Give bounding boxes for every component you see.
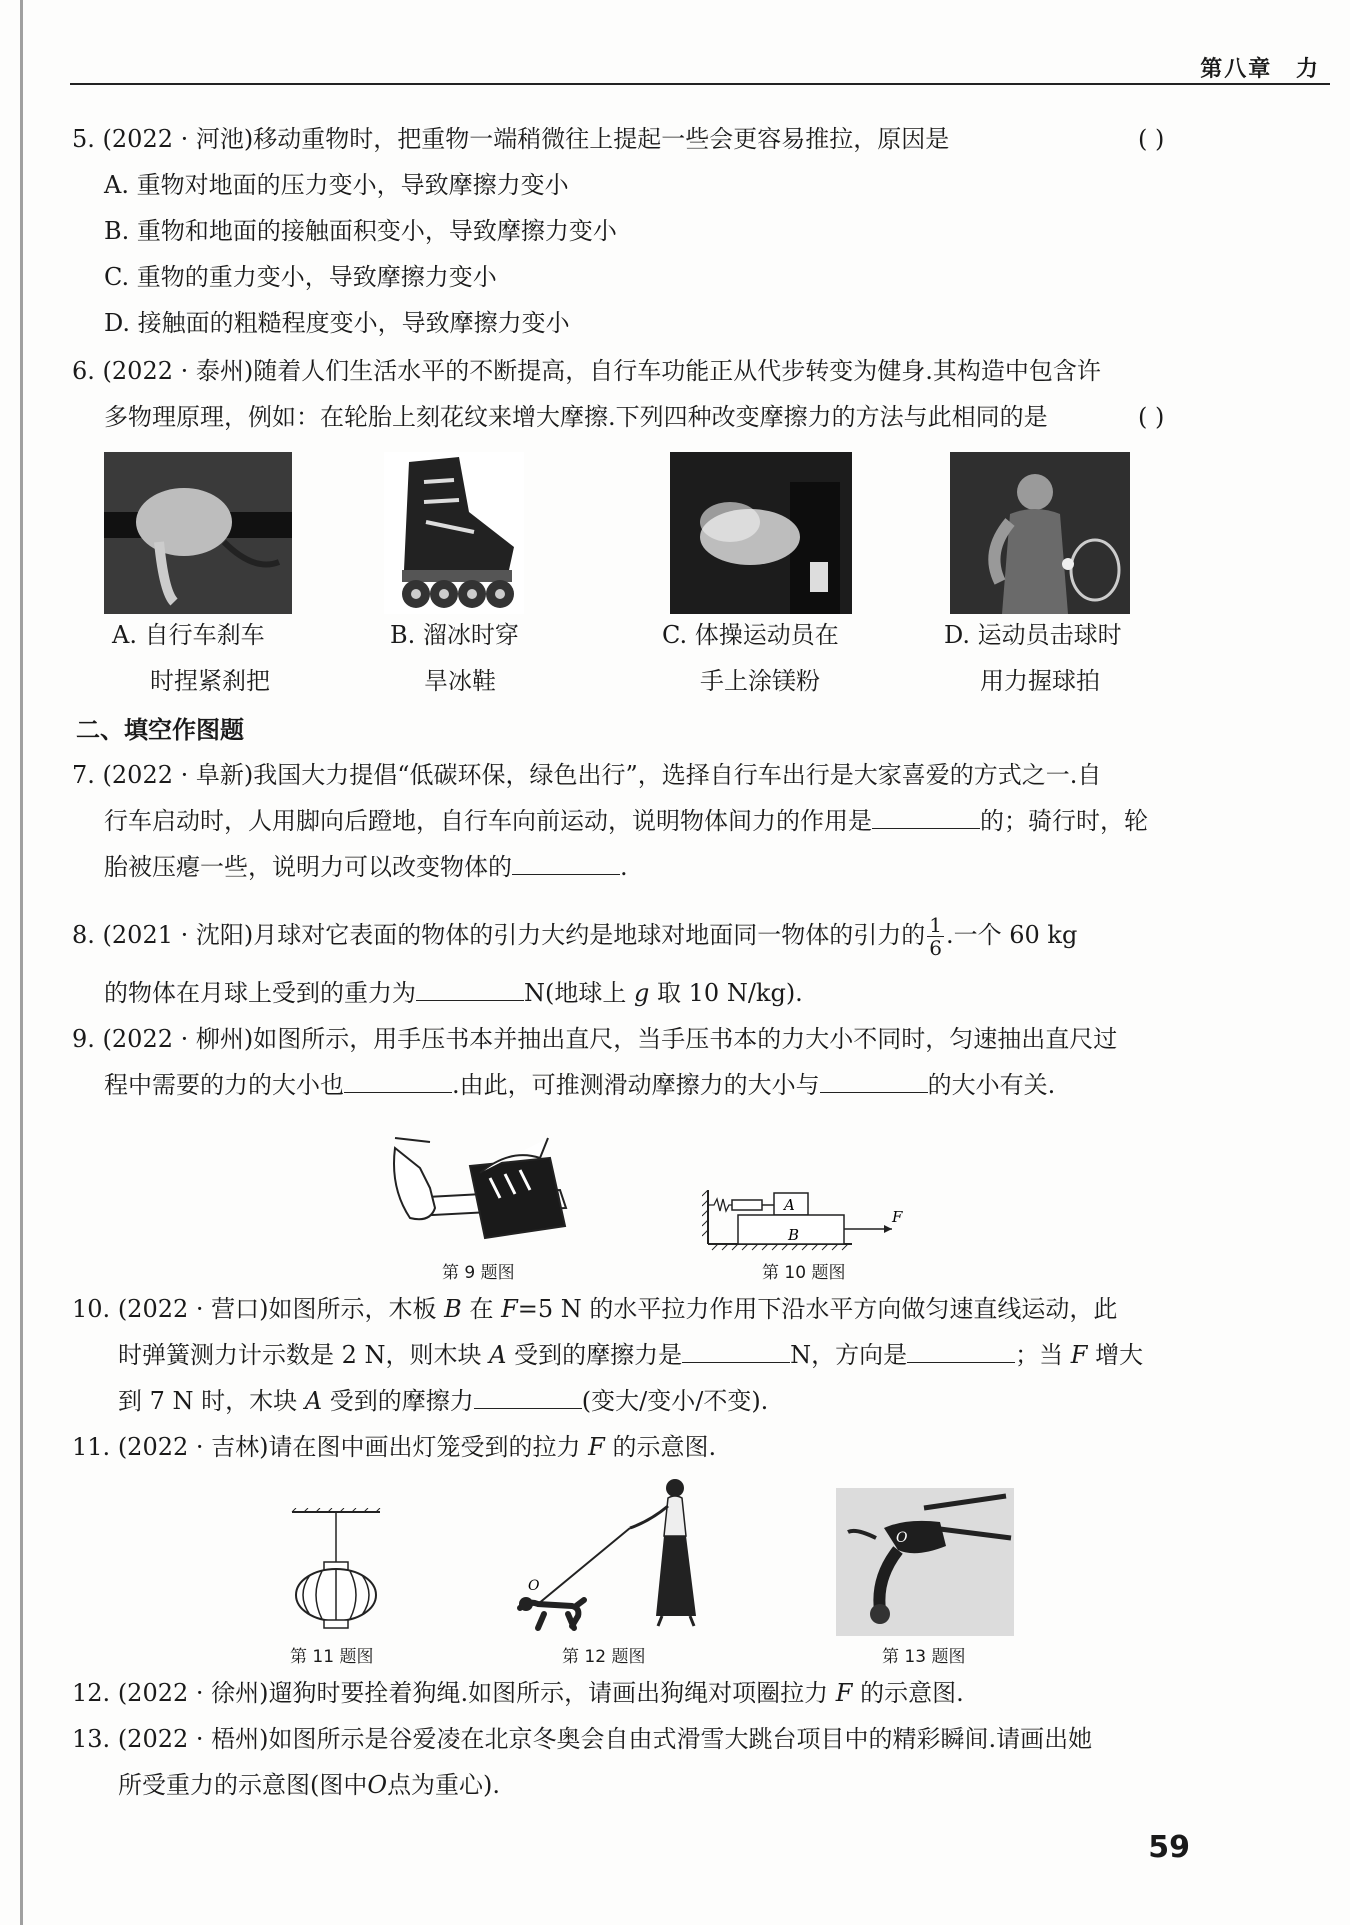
variable-a-2: A — [304, 1387, 323, 1415]
question-13-line-1 — [72, 1716, 1092, 1762]
figure-11-caption: 第 11 题图 — [290, 1647, 374, 1667]
choice-a-label-2: 时捏紧刹把 — [150, 667, 270, 695]
question-12-number: 12. — [72, 1679, 111, 1707]
variable-a: A — [489, 1341, 507, 1369]
question-7-source: (2022 · 阜新) — [102, 761, 254, 789]
question-10-line-3 — [118, 1378, 768, 1424]
question-8-text-2a: 的物体在月球上受到的重力为 — [104, 979, 416, 1007]
force-f-label: F — [892, 1208, 903, 1226]
answer-blank-10a[interactable] — [682, 1336, 790, 1363]
question-8-text-2c: 取 10 N/kg). — [657, 979, 803, 1007]
figure-12-caption: 第 12 题图 — [562, 1647, 646, 1667]
question-9-text-1: 如图所示，用手压书本并抽出直尺，当手压书本的力大小不同时，匀速抽出直尺过 — [253, 1025, 1118, 1053]
answer-blank-8[interactable] — [416, 974, 524, 1001]
dog-walking-figure — [510, 1476, 710, 1636]
question-5-number: 5. — [72, 125, 95, 153]
question-13-line-2 — [118, 1762, 500, 1808]
question-7-line-1 — [72, 752, 1101, 798]
variable-f-4: F — [835, 1679, 853, 1707]
figure-13-caption: 第 13 题图 — [882, 1647, 966, 1667]
answer-blank-7b[interactable] — [512, 848, 620, 875]
question-10-source: (2022 · 营口) — [117, 1295, 269, 1323]
question-5-stem — [72, 116, 949, 162]
question-5-source: (2022 · 河池) — [102, 125, 254, 153]
question-12-text-1a: 遛狗时要拴着狗绳.如图所示，请画出狗绳对项圈拉力 — [268, 1679, 829, 1707]
variable-f: F — [501, 1295, 518, 1323]
question-9-line-1 — [72, 1016, 1117, 1062]
question-10-text-2e: 增大 — [1095, 1341, 1144, 1369]
choice-b-label-2: 旱冰鞋 — [424, 667, 496, 695]
choice-d-label-1: D. 运动员击球时 — [944, 621, 1122, 649]
choice-a-label-1: A. 自行车刹车 — [112, 621, 265, 649]
question-10-text-1c: =5 N 的水平拉力作用下沿水平方向做匀速直线运动，此 — [517, 1295, 1118, 1323]
page-number: 59 — [1148, 1830, 1190, 1865]
fraction-denominator: 6 — [929, 936, 942, 960]
question-6-text-1: 随着人们生活水平的不断提高，自行车功能正从代步转变为健身.其构造中包含许 — [253, 357, 1101, 385]
question-10-text-1a: 如图所示，木板 — [268, 1295, 437, 1323]
question-9-line-2 — [104, 1062, 1055, 1108]
figure-10-caption: 第 10 题图 — [762, 1263, 846, 1283]
variable-g: g — [634, 979, 650, 1007]
question-12-text-1b: 的示意图. — [860, 1679, 964, 1707]
question-9-text-2b: .由此，可推测滑动摩擦力的大小与 — [452, 1071, 820, 1099]
center-of-gravity-o-label: O — [896, 1530, 908, 1546]
question-9-number: 9. — [72, 1025, 95, 1053]
answer-blank-10b[interactable] — [907, 1336, 1015, 1363]
question-10-text-3c: (变大/变小/不变). — [581, 1387, 769, 1415]
question-8-number: 8. — [72, 921, 95, 949]
question-6-answer-paren: ( ) — [1138, 403, 1165, 431]
spring-block-figure — [702, 1190, 912, 1256]
question-6-number: 6. — [72, 357, 95, 385]
question-6-line-2: 多物理原理，例如：在轮胎上刻花纹来增大摩擦.下列四种改变摩擦力的方法与此相同的是 — [104, 403, 1048, 431]
fraction-numerator: 1 — [929, 913, 942, 937]
question-10-text-2a: 时弹簧测力计示数是 2 N，则木块 — [118, 1341, 482, 1369]
answer-blank-9a[interactable] — [344, 1066, 452, 1093]
choice-c-label-2: 手上涂镁粉 — [700, 667, 820, 695]
answer-blank-9b[interactable] — [820, 1066, 928, 1093]
question-11-line-1 — [72, 1424, 716, 1470]
question-9-text-2a: 程中需要的力的大小也 — [104, 1071, 344, 1099]
question-7-line-2 — [104, 798, 1148, 844]
question-8-text-1a: 月球对它表面的物体的引力大约是地球对地面同一物体的引力的 — [253, 921, 926, 949]
question-9-text-2c: 的大小有关. — [927, 1071, 1056, 1099]
question-5-option-d: D. 接触面的粗糙程度变小，导致摩擦力变小 — [104, 309, 570, 337]
board-b-label: B — [788, 1226, 800, 1244]
question-12-line-1 — [72, 1670, 964, 1716]
question-11-source: (2022 · 吉林) — [117, 1433, 269, 1461]
question-7-text-2b: 的；骑行时，轮 — [980, 807, 1148, 835]
block-a-label: A — [784, 1196, 795, 1214]
chapter-title: 力 — [1295, 57, 1320, 82]
question-8-line-2 — [104, 970, 803, 1016]
question-10-text-3b: 受到的摩擦力 — [329, 1387, 474, 1415]
question-5-text: 移动重物时，把重物一端稍微往上提起一些会更容易推拉，原因是 — [253, 125, 950, 153]
question-13-number: 13. — [72, 1725, 111, 1753]
question-10-text-2b: 受到的摩擦力是 — [514, 1341, 683, 1369]
bicycle-brake-photo — [104, 452, 292, 614]
variable-f-2: F — [1070, 1341, 1088, 1369]
question-5-answer-paren: ( ) — [1138, 125, 1165, 153]
question-5-option-c: C. 重物的重力变小，导致摩擦力变小 — [104, 263, 497, 291]
variable-o: O — [367, 1771, 388, 1799]
question-10-text-2c: N，方向是 — [790, 1341, 908, 1369]
variable-f-3: F — [588, 1433, 605, 1461]
answer-blank-10c[interactable] — [474, 1382, 582, 1409]
question-11-text-1a: 请在图中画出灯笼受到的拉力 — [268, 1433, 581, 1461]
question-13-text-1: 如图所示是谷爱凌在北京冬奥会自由式滑雪大跳台项目中的精彩瞬间.请画出她 — [268, 1725, 1093, 1753]
question-11-number: 11. — [72, 1433, 111, 1461]
chapter-number: 第八章 — [1200, 57, 1273, 82]
question-5-option-a: A. 重物对地面的压力变小，导致摩擦力变小 — [104, 171, 569, 199]
fraction-one-sixth — [927, 914, 944, 959]
question-7-text-3b: . — [620, 853, 628, 881]
question-12-source: (2022 · 徐州) — [117, 1679, 269, 1707]
question-11-text-1b: 的示意图. — [612, 1433, 717, 1461]
answer-blank-7a[interactable] — [872, 802, 980, 829]
page-left-edge — [20, 0, 23, 1925]
choice-d-label-2: 用力握球拍 — [980, 667, 1100, 695]
question-10-text-1b: 在 — [469, 1295, 494, 1323]
question-9-source: (2022 · 柳州) — [102, 1025, 254, 1053]
hand-book-ruler-figure — [390, 1128, 580, 1258]
variable-b: B — [444, 1295, 462, 1323]
question-13-text-2b: 点为重心). — [387, 1771, 501, 1799]
freestyle-skier-photo — [836, 1488, 1014, 1636]
question-5-option-b: B. 重物和地面的接触面积变小，导致摩擦力变小 — [104, 217, 617, 245]
question-6-line-1 — [72, 348, 1101, 394]
question-13-text-2a: 所受重力的示意图(图中 — [118, 1771, 368, 1799]
question-8-text-1b: .一个 60 kg — [945, 921, 1078, 949]
question-10-text-3a: 到 7 N 时，木块 — [118, 1387, 298, 1415]
question-8-line-1 — [72, 906, 1077, 964]
choice-b-label-1: B. 溜冰时穿 — [390, 621, 519, 649]
section-heading: 二、填空作图题 — [76, 716, 244, 744]
question-7-text-2a: 行车启动时，人用脚向后蹬地，自行车向前运动，说明物体间力的作用是 — [104, 807, 872, 835]
choice-c-label-1: C. 体操运动员在 — [662, 621, 839, 649]
question-10-number: 10. — [72, 1295, 111, 1323]
collar-o-label: O — [528, 1578, 540, 1594]
question-10-text-2d: ；当 — [1015, 1341, 1064, 1369]
header-rule — [70, 83, 1330, 85]
lantern-figure — [288, 1508, 384, 1630]
question-7-text-1: 我国大力提倡“低碳环保，绿色出行”，选择自行车出行是大家喜爱的方式之一.自 — [253, 761, 1102, 789]
question-10-line-2 — [118, 1332, 1143, 1378]
figure-9-caption: 第 9 题图 — [442, 1263, 515, 1283]
question-7-number: 7. — [72, 761, 95, 789]
question-7-line-3 — [104, 844, 628, 890]
roller-skate-photo — [384, 452, 524, 614]
tennis-player-photo — [950, 452, 1130, 614]
chapter-header — [1200, 52, 1320, 83]
gymnast-chalk-photo — [670, 452, 852, 614]
question-8-text-2b: N(地球上 — [524, 979, 627, 1007]
question-6-source: (2022 · 泰州) — [102, 357, 254, 385]
question-8-source: (2021 · 沈阳) — [102, 921, 254, 949]
question-7-text-3a: 胎被压瘪一些，说明力可以改变物体的 — [104, 853, 512, 881]
question-13-source: (2022 · 梧州) — [117, 1725, 269, 1753]
question-10-line-1 — [72, 1286, 1117, 1332]
